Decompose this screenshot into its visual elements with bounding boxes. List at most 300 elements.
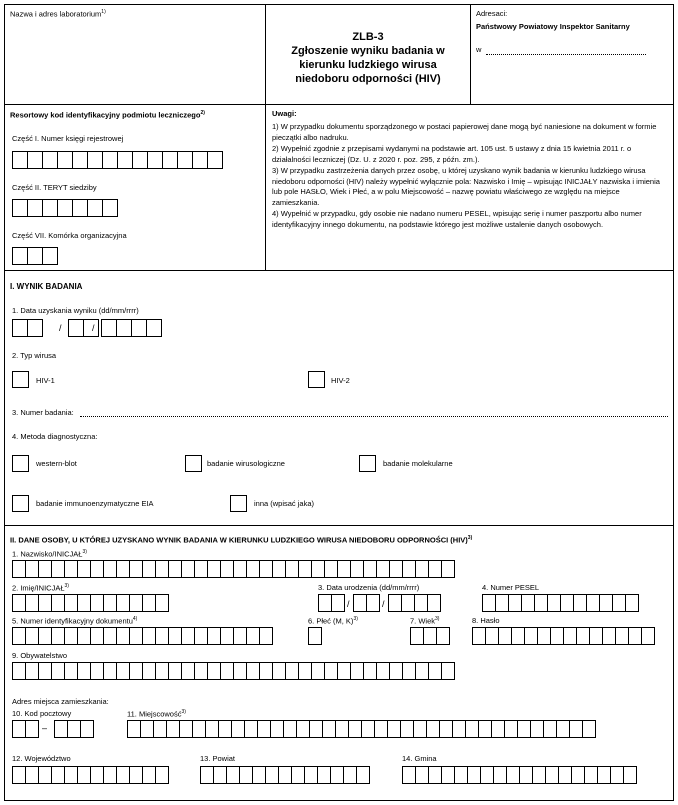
input-cell[interactable] xyxy=(337,662,351,680)
input-cell[interactable] xyxy=(90,662,104,680)
input-cell[interactable] xyxy=(42,247,58,265)
input-cell[interactable] xyxy=(428,662,442,680)
method-western-blot-label: western-blot xyxy=(36,459,77,468)
input-cell[interactable] xyxy=(257,720,271,738)
input-cell[interactable] xyxy=(42,151,58,169)
input-cell[interactable] xyxy=(454,766,468,784)
sex-cell[interactable] xyxy=(308,627,321,645)
input-cell[interactable] xyxy=(400,720,414,738)
input-cell[interactable] xyxy=(179,720,193,738)
input-cell[interactable] xyxy=(51,662,65,680)
input-cell[interactable] xyxy=(220,560,234,578)
input-cell[interactable] xyxy=(142,627,156,645)
input-cell[interactable] xyxy=(366,594,380,612)
input-cell[interactable] xyxy=(42,199,58,217)
voivodeship-cells[interactable] xyxy=(12,766,168,784)
input-cell[interactable] xyxy=(153,720,167,738)
input-cell[interactable] xyxy=(103,594,117,612)
input-cell[interactable] xyxy=(427,594,441,612)
age-cells[interactable] xyxy=(410,627,449,645)
input-cell[interactable] xyxy=(519,766,533,784)
input-cell[interactable] xyxy=(77,662,91,680)
resort-part2-cells[interactable] xyxy=(12,199,117,217)
input-cell[interactable] xyxy=(68,319,84,337)
input-cell[interactable] xyxy=(207,560,221,578)
input-cell[interactable] xyxy=(402,766,416,784)
input-cell[interactable] xyxy=(582,720,596,738)
input-cell[interactable] xyxy=(246,560,260,578)
input-cell[interactable] xyxy=(77,627,91,645)
input-cell[interactable] xyxy=(317,766,331,784)
input-cell[interactable] xyxy=(296,720,310,738)
input-cell[interactable] xyxy=(348,720,362,738)
input-cell[interactable] xyxy=(560,594,574,612)
method-molecular-checkbox[interactable] xyxy=(359,455,376,472)
input-cell[interactable] xyxy=(246,662,260,680)
input-cell[interactable] xyxy=(270,720,284,738)
hiv2-checkbox[interactable] xyxy=(308,371,325,388)
input-cell[interactable] xyxy=(308,627,322,645)
hiv1-checkbox[interactable] xyxy=(12,371,29,388)
input-cell[interactable] xyxy=(25,594,39,612)
input-cell[interactable] xyxy=(233,627,247,645)
input-cell[interactable] xyxy=(233,662,247,680)
input-cell[interactable] xyxy=(558,766,572,784)
input-cell[interactable] xyxy=(218,720,232,738)
input-cell[interactable] xyxy=(64,766,78,784)
input-cell[interactable] xyxy=(116,662,130,680)
input-cell[interactable] xyxy=(116,319,132,337)
input-cell[interactable] xyxy=(423,627,437,645)
input-cell[interactable] xyxy=(439,720,453,738)
input-cell[interactable] xyxy=(127,720,141,738)
input-cell[interactable] xyxy=(285,662,299,680)
input-cell[interactable] xyxy=(517,720,531,738)
input-cell[interactable] xyxy=(64,560,78,578)
input-cell[interactable] xyxy=(532,766,546,784)
input-cell[interactable] xyxy=(363,662,377,680)
input-cell[interactable] xyxy=(116,627,130,645)
input-cell[interactable] xyxy=(132,151,148,169)
input-cell[interactable] xyxy=(25,627,39,645)
input-cell[interactable] xyxy=(168,662,182,680)
result-date-sep-1: / xyxy=(59,323,62,333)
input-cell[interactable] xyxy=(207,627,221,645)
method-virological-checkbox[interactable] xyxy=(185,455,202,472)
input-cell[interactable] xyxy=(610,766,624,784)
input-cell[interactable] xyxy=(194,627,208,645)
input-cell[interactable] xyxy=(363,560,377,578)
input-cell[interactable] xyxy=(625,594,639,612)
input-cell[interactable] xyxy=(498,627,512,645)
input-cell[interactable] xyxy=(12,720,26,738)
result-date-day[interactable] xyxy=(12,319,42,337)
input-cell[interactable] xyxy=(436,627,450,645)
input-cell[interactable] xyxy=(220,662,234,680)
note-4: 4) Wypełnić w przypadku, gdy osobie nie nadano numeru PESEL, wpisując serię i numer paszportu albo numer identyfikacyjny innego dokumentu, na podstawie którego jest możliwe ustalenie danych osobowych. xyxy=(272,209,642,229)
voivodeship-label: 12. Województwo xyxy=(12,754,71,763)
input-cell[interactable] xyxy=(623,766,637,784)
input-cell[interactable] xyxy=(27,199,43,217)
resort-bottom-line xyxy=(4,270,674,271)
input-cell[interactable] xyxy=(207,662,221,680)
input-cell[interactable] xyxy=(524,627,538,645)
input-cell[interactable] xyxy=(231,720,245,738)
input-cell[interactable] xyxy=(571,766,585,784)
input-cell[interactable] xyxy=(205,720,219,738)
name-cells[interactable] xyxy=(12,594,168,612)
input-cell[interactable] xyxy=(162,151,178,169)
birthdate-year[interactable] xyxy=(388,594,440,612)
input-cell[interactable] xyxy=(495,594,509,612)
input-cell[interactable] xyxy=(311,560,325,578)
input-cell[interactable] xyxy=(220,627,234,645)
input-cell[interactable] xyxy=(389,662,403,680)
input-cell[interactable] xyxy=(467,766,481,784)
input-cell[interactable] xyxy=(343,766,357,784)
input-cell[interactable] xyxy=(415,766,429,784)
input-cell[interactable] xyxy=(12,594,26,612)
input-cell[interactable] xyxy=(155,627,169,645)
note-2: 2) Wypełnić zgodnie z przepisami wydanymi na podstawie art. 105 ust. 5 ustawy z dnia 15 kwietnia 2011 r. o działalności leczniczej (Dz. U. z 2020 r. poz. 295, z późn. zm.). xyxy=(272,144,632,164)
input-cell[interactable] xyxy=(103,560,117,578)
input-cell[interactable] xyxy=(101,319,117,337)
input-cell[interactable] xyxy=(389,560,403,578)
input-cell[interactable] xyxy=(298,662,312,680)
input-cell[interactable] xyxy=(51,766,65,784)
doc-number-cells[interactable] xyxy=(12,627,272,645)
input-cell[interactable] xyxy=(27,319,43,337)
input-cell[interactable] xyxy=(387,720,401,738)
county-cells[interactable] xyxy=(200,766,369,784)
input-cell[interactable] xyxy=(563,627,577,645)
input-cell[interactable] xyxy=(584,766,598,784)
citizenship-cells[interactable] xyxy=(12,662,454,680)
input-cell[interactable] xyxy=(72,199,88,217)
input-cell[interactable] xyxy=(38,627,52,645)
input-cell[interactable] xyxy=(589,627,603,645)
input-cell[interactable] xyxy=(103,766,117,784)
input-cell[interactable] xyxy=(87,199,103,217)
input-cell[interactable] xyxy=(441,662,455,680)
input-cell[interactable] xyxy=(441,560,455,578)
addressee-label: Adresaci: xyxy=(476,9,508,18)
birthdate-day[interactable] xyxy=(318,594,344,612)
input-cell[interactable] xyxy=(508,594,522,612)
input-cell[interactable] xyxy=(12,319,28,337)
method-other-checkbox[interactable] xyxy=(230,495,247,512)
input-cell[interactable] xyxy=(330,766,344,784)
input-cell[interactable] xyxy=(278,766,292,784)
input-cell[interactable] xyxy=(64,662,78,680)
input-cell[interactable] xyxy=(599,594,613,612)
input-cell[interactable] xyxy=(547,594,561,612)
input-cell[interactable] xyxy=(116,560,130,578)
input-cell[interactable] xyxy=(309,720,323,738)
input-cell[interactable] xyxy=(298,560,312,578)
input-cell[interactable] xyxy=(413,720,427,738)
input-cell[interactable] xyxy=(480,766,494,784)
input-cell[interactable] xyxy=(12,199,28,217)
input-cell[interactable] xyxy=(103,662,117,680)
input-cell[interactable] xyxy=(376,560,390,578)
birthdate-sep-1: / xyxy=(347,599,350,609)
input-cell[interactable] xyxy=(25,766,39,784)
input-cell[interactable] xyxy=(233,560,247,578)
birthdate-month[interactable] xyxy=(353,594,379,612)
input-cell[interactable] xyxy=(376,662,390,680)
resort-part7-cells[interactable] xyxy=(12,247,57,265)
input-cell[interactable] xyxy=(181,662,195,680)
commune-cells[interactable] xyxy=(402,766,636,784)
input-cell[interactable] xyxy=(168,627,182,645)
resort-part7-label: Część VII. Komórka organizacyjna xyxy=(12,231,127,240)
input-cell[interactable] xyxy=(506,766,520,784)
input-cell[interactable] xyxy=(530,720,544,738)
input-cell[interactable] xyxy=(155,594,169,612)
input-cell[interactable] xyxy=(244,720,258,738)
input-cell[interactable] xyxy=(25,560,39,578)
result-date-year[interactable] xyxy=(101,319,161,337)
input-cell[interactable] xyxy=(142,560,156,578)
input-cell[interactable] xyxy=(361,720,375,738)
input-cell[interactable] xyxy=(324,662,338,680)
input-cell[interactable] xyxy=(265,766,279,784)
input-cell[interactable] xyxy=(586,594,600,612)
input-cell[interactable] xyxy=(12,627,26,645)
input-cell[interactable] xyxy=(285,560,299,578)
input-cell[interactable] xyxy=(401,594,415,612)
input-cell[interactable] xyxy=(628,627,642,645)
input-cell[interactable] xyxy=(318,594,332,612)
input-cell[interactable] xyxy=(350,662,364,680)
resort-part1-cells[interactable] xyxy=(12,151,222,169)
input-cell[interactable] xyxy=(493,766,507,784)
method-western-blot-checkbox[interactable] xyxy=(12,455,29,472)
input-cell[interactable] xyxy=(129,766,143,784)
method-eia-checkbox[interactable] xyxy=(12,495,29,512)
surname-cells[interactable] xyxy=(12,560,454,578)
input-cell[interactable] xyxy=(117,151,133,169)
input-cell[interactable] xyxy=(213,766,227,784)
input-cell[interactable] xyxy=(192,720,206,738)
input-cell[interactable] xyxy=(311,662,325,680)
input-cell[interactable] xyxy=(485,627,499,645)
input-cell[interactable] xyxy=(545,766,559,784)
input-cell[interactable] xyxy=(602,627,616,645)
input-cell[interactable] xyxy=(465,720,479,738)
input-cell[interactable] xyxy=(12,662,26,680)
input-cell[interactable] xyxy=(12,151,28,169)
input-cell[interactable] xyxy=(147,151,163,169)
input-cell[interactable] xyxy=(116,594,130,612)
input-cell[interactable] xyxy=(402,662,416,680)
input-cell[interactable] xyxy=(142,594,156,612)
input-cell[interactable] xyxy=(259,662,273,680)
pesel-cells[interactable] xyxy=(482,594,638,612)
hiv2-label: HIV-2 xyxy=(331,376,350,385)
input-cell[interactable] xyxy=(556,720,570,738)
input-cell[interactable] xyxy=(615,627,629,645)
input-cell[interactable] xyxy=(142,662,156,680)
input-cell[interactable] xyxy=(428,560,442,578)
input-cell[interactable] xyxy=(102,151,118,169)
input-cell[interactable] xyxy=(57,151,73,169)
input-cell[interactable] xyxy=(27,247,43,265)
input-cell[interactable] xyxy=(116,766,130,784)
input-cell[interactable] xyxy=(402,560,416,578)
input-cell[interactable] xyxy=(38,766,52,784)
city-cells[interactable] xyxy=(127,720,595,738)
input-cell[interactable] xyxy=(207,151,223,169)
input-cell[interactable] xyxy=(569,720,583,738)
input-cell[interactable] xyxy=(246,627,260,645)
input-cell[interactable] xyxy=(324,560,338,578)
input-cell[interactable] xyxy=(272,560,286,578)
input-cell[interactable] xyxy=(192,151,208,169)
input-cell[interactable] xyxy=(597,766,611,784)
input-cell[interactable] xyxy=(322,720,336,738)
input-cell[interactable] xyxy=(155,560,169,578)
input-cell[interactable] xyxy=(452,720,466,738)
input-cell[interactable] xyxy=(239,766,253,784)
input-cell[interactable] xyxy=(27,151,43,169)
input-cell[interactable] xyxy=(51,560,65,578)
input-cell[interactable] xyxy=(259,560,273,578)
input-cell[interactable] xyxy=(194,560,208,578)
note-1: 1) W przypadku dokumentu sporządzonego w postaci papierowej dane mogą być naniesione na dokument w formie pieczątki albo nadruku. xyxy=(272,122,657,142)
input-cell[interactable] xyxy=(80,720,94,738)
input-cell[interactable] xyxy=(67,720,81,738)
input-cell[interactable] xyxy=(90,594,104,612)
input-cell[interactable] xyxy=(511,627,525,645)
input-cell[interactable] xyxy=(576,627,590,645)
input-cell[interactable] xyxy=(491,720,505,738)
input-cell[interactable] xyxy=(83,319,99,337)
name-label: 2. Imię/INICJAŁ$^{3)}$ xyxy=(12,583,69,593)
input-cell[interactable] xyxy=(504,720,518,738)
input-cell[interactable] xyxy=(51,594,65,612)
input-cell[interactable] xyxy=(129,662,143,680)
input-cell[interactable] xyxy=(25,720,39,738)
input-cell[interactable] xyxy=(521,594,535,612)
input-cell[interactable] xyxy=(291,766,305,784)
input-cell[interactable] xyxy=(426,720,440,738)
input-cell[interactable] xyxy=(335,720,349,738)
input-cell[interactable] xyxy=(142,766,156,784)
input-cell[interactable] xyxy=(353,594,367,612)
input-cell[interactable] xyxy=(131,319,147,337)
postal-dash: – xyxy=(42,723,48,733)
input-cell[interactable] xyxy=(155,766,169,784)
input-cell[interactable] xyxy=(168,560,182,578)
input-cell[interactable] xyxy=(612,594,626,612)
input-cell[interactable] xyxy=(129,560,143,578)
input-cell[interactable] xyxy=(72,151,88,169)
input-cell[interactable] xyxy=(177,151,193,169)
input-cell[interactable] xyxy=(129,627,143,645)
input-cell[interactable] xyxy=(472,627,486,645)
input-cell[interactable] xyxy=(12,766,26,784)
input-cell[interactable] xyxy=(12,560,26,578)
input-cell[interactable] xyxy=(259,627,273,645)
input-cell[interactable] xyxy=(103,627,117,645)
input-cell[interactable] xyxy=(374,720,388,738)
input-cell[interactable] xyxy=(155,662,169,680)
input-cell[interactable] xyxy=(87,151,103,169)
password-cells[interactable] xyxy=(472,627,654,645)
input-cell[interactable] xyxy=(12,247,28,265)
test-number-field[interactable] xyxy=(80,416,668,417)
input-cell[interactable] xyxy=(337,560,351,578)
input-cell[interactable] xyxy=(166,720,180,738)
input-cell[interactable] xyxy=(482,594,496,612)
input-cell[interactable] xyxy=(414,594,428,612)
input-cell[interactable] xyxy=(200,766,214,784)
input-cell[interactable] xyxy=(441,766,455,784)
input-cell[interactable] xyxy=(388,594,402,612)
input-cell[interactable] xyxy=(77,560,91,578)
input-cell[interactable] xyxy=(38,662,52,680)
pesel-label: 4. Numer PESEL xyxy=(482,583,540,592)
input-cell[interactable] xyxy=(90,560,104,578)
input-cell[interactable] xyxy=(54,720,68,738)
input-cell[interactable] xyxy=(194,662,208,680)
postal-part1[interactable] xyxy=(12,720,38,738)
input-cell[interactable] xyxy=(129,594,143,612)
input-cell[interactable] xyxy=(102,199,118,217)
input-cell[interactable] xyxy=(57,199,73,217)
input-cell[interactable] xyxy=(25,662,39,680)
input-cell[interactable] xyxy=(64,594,78,612)
input-cell[interactable] xyxy=(226,766,240,784)
input-cell[interactable] xyxy=(537,627,551,645)
input-cell[interactable] xyxy=(64,627,78,645)
input-cell[interactable] xyxy=(410,627,424,645)
input-cell[interactable] xyxy=(90,627,104,645)
input-cell[interactable] xyxy=(181,627,195,645)
input-cell[interactable] xyxy=(146,319,162,337)
input-cell[interactable] xyxy=(77,766,91,784)
input-cell[interactable] xyxy=(478,720,492,738)
input-cell[interactable] xyxy=(543,720,557,738)
input-cell[interactable] xyxy=(350,560,364,578)
addressee-location-field[interactable] xyxy=(486,54,646,55)
input-cell[interactable] xyxy=(181,560,195,578)
input-cell[interactable] xyxy=(573,594,587,612)
password-label: 8. Hasło xyxy=(472,616,500,625)
input-cell[interactable] xyxy=(51,627,65,645)
input-cell[interactable] xyxy=(304,766,318,784)
input-cell[interactable] xyxy=(356,766,370,784)
input-cell[interactable] xyxy=(38,560,52,578)
input-cell[interactable] xyxy=(550,627,564,645)
input-cell[interactable] xyxy=(415,662,429,680)
input-cell[interactable] xyxy=(283,720,297,738)
postal-part2[interactable] xyxy=(54,720,93,738)
input-cell[interactable] xyxy=(77,594,91,612)
input-cell[interactable] xyxy=(428,766,442,784)
input-cell[interactable] xyxy=(272,662,286,680)
input-cell[interactable] xyxy=(252,766,266,784)
input-cell[interactable] xyxy=(415,560,429,578)
input-cell[interactable] xyxy=(38,594,52,612)
input-cell[interactable] xyxy=(331,594,345,612)
input-cell[interactable] xyxy=(641,627,655,645)
input-cell[interactable] xyxy=(534,594,548,612)
input-cell[interactable] xyxy=(140,720,154,738)
input-cell[interactable] xyxy=(90,766,104,784)
